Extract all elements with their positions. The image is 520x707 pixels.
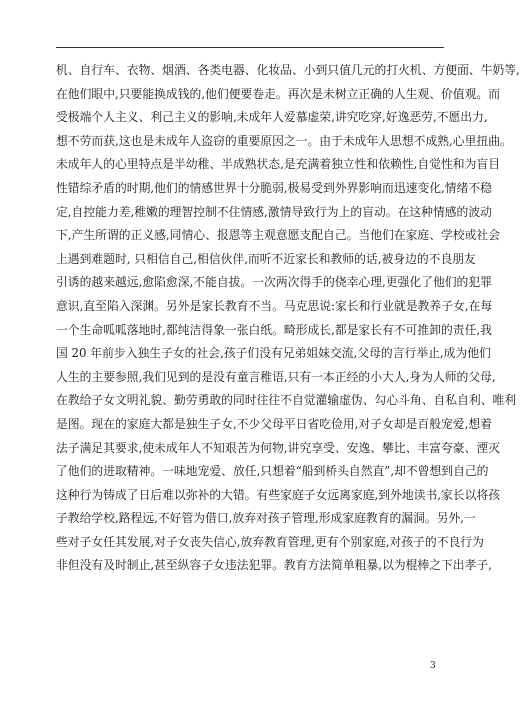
text-line: 这种行为铸成了日后难以弥补的大错。有些家庭子女远离家庭,到外地读书,家长以将孩 [56, 487, 500, 502]
text-line: 下,产生所谓的正义感,同情心、报恩等主观意愿支配自己。当他们在家庭、学校或社会 [56, 228, 500, 243]
text-line: 未成年人的心里特点是半幼稚、半成熟状态,是充满着独立性和依赖性,自觉性和为盲目 [56, 157, 500, 172]
text-line: 了他们的进取精神。一味地宠爱、放任,只想着“船到桥头自然直”,却不曾想到自己的 [56, 464, 489, 479]
body-text [56, 59, 520, 578]
text-line: 想不劳而获,这也是未成年人盗窃的重要原因之一。由于未成年人思想不成熟,心里扭曲。 [56, 133, 512, 148]
text-line: 性错综矛盾的时期,他们的情感世界十分脆弱,极易受到外界影响而迅速变化,情绪不稳 [56, 180, 492, 195]
text-line: 是图。现在的家庭大都是独生子女,不少父母平日省吃俭用,对子女却是百般宠爱,想着 [56, 416, 492, 431]
text-line: 在他们眼中,只要能换成钱的,他们便要卷走。再次是未树立正确的人生观、价值观。而 [56, 86, 500, 101]
text-line: 引诱的越来越远,愈陷愈深,不能自拔。一次两次得手的侥幸心理,更强化了他们的犯罪 [56, 275, 492, 290]
page-number: 3 [430, 661, 436, 671]
text-line: 机、自行车、衣物、烟酒、各类电器、化妆品、小到只值几元的打火机、方便面、牛奶等, [56, 63, 520, 77]
text-line: 法子满足其要求,使未成年人不知艰苦为何物,讲究享受、安逸、攀比、丰富夸豪、湮灭 [56, 440, 500, 455]
header-rule [56, 47, 444, 48]
text-line: 一个生命呱呱落地时,都纯洁得象一张白纸。畸形成长,都是家长有不可推卸的责任,我 [56, 322, 492, 337]
text-line: 人生的主要参照,我们见到的是没有童言稚语,只有一本正经的小大人,身为人师的父母, [56, 369, 496, 384]
text-line: 上遇到难题时, 只相信自己,相信伙伴,而听不近家长和教师的话,被身边的不良朋友 [56, 251, 476, 266]
text-line: 意识,直至陷入深渊。另外是家长教育不当。马克思说:家长和行业就是教养子女,在每 [56, 298, 493, 313]
text-line: 受极端个人主义、利己主义的影响,未成年人爱慕虚荣,讲究吃穿,好逸恶劳,不愿出力, [56, 110, 488, 125]
text-line: 些对子女任其发展,对子女丧失信心,放弃教育管理,更有个别家庭,对孩子的不良行为 [56, 534, 484, 549]
text-line: 非但没有及时制止,甚至纵容子女违法犯罪。教育方法简单粗暴,以为棍棒之下出孝子, [56, 558, 492, 573]
text-line: 国 20 年前步入独生子女的社会,孩子们没有兄弟姐妹交流,父母的言行举止,成为他们 [56, 346, 491, 361]
text-line: 在教给子女文明礼貌、勤劳勇敢的同时往往不自觉灌输虚伪、勾心斗角、自私自利、唯利 [56, 393, 517, 408]
text-line: 子教给学校,路程远,不好管为借口,放弃对孩子管理,形成家庭教育的漏洞。另外,一 [56, 511, 476, 526]
text-line: 定,自控能力差,稚嫩的理智控制不住情感,激情导致行为上的盲动。在这种情感的波动 [56, 204, 492, 219]
